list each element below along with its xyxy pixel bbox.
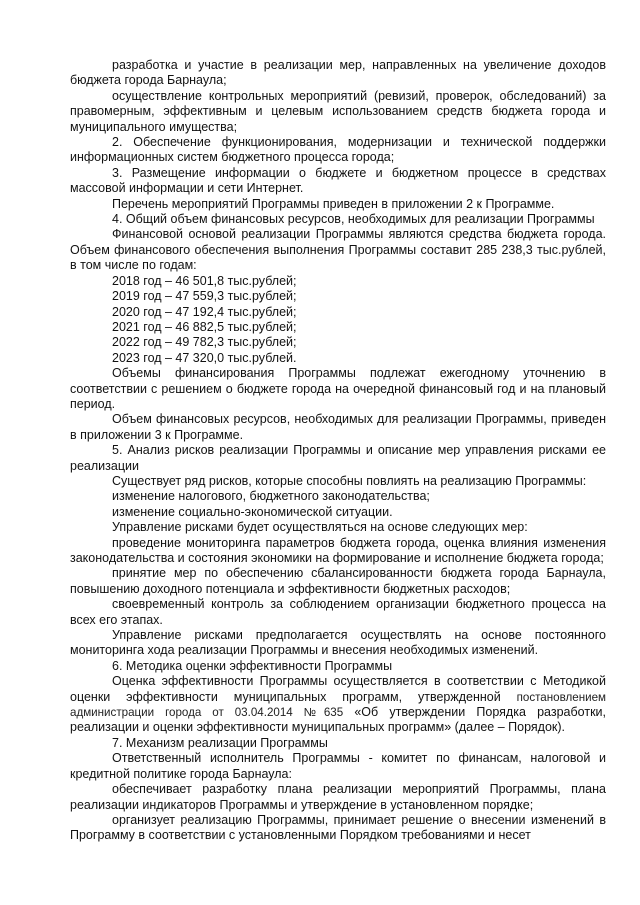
decree-reference: постановлением администрации города от 03.04.2014 №635 bbox=[70, 690, 606, 720]
year-funding-line: 2018 год – 46 501,8 тыс.рублей; bbox=[112, 273, 297, 288]
paragraph: Объемы финансирования Программы подлежат ежегодному уточнению в соответствии с решением о бюджете города на очередной финансовый год и на плановый период. bbox=[70, 366, 606, 411]
paragraph: Перечень мероприятий Программы приведен в приложении 2 к Программе. bbox=[112, 196, 555, 211]
paragraph: принятие мер по обеспечению сбалансированности бюджета города Барнаула, повышению доходного потенциала и эффективности бюджетных расходов; bbox=[70, 566, 606, 596]
section-heading: 6. Методика оценки эффективности Программы bbox=[112, 658, 393, 673]
method-text-part1: Оценка эффективности Программы осуществляется в соответствии с Методикой оценки эффективности муниципальных программ, утвержденной bbox=[70, 674, 606, 704]
paragraph: Управление рисками предполагается осуществлять на основе постоянного мониторинга хода реализации Программы и внесения необходимых изменений. bbox=[70, 628, 606, 658]
paragraph: проведение мониторинга параметров бюджета города, оценка влияния изменения законодательства и состояния экономики на формирование и исполнение бюджета города; bbox=[70, 535, 606, 565]
paragraph: Управление рисками будет осуществляться на основе следующих мер: bbox=[112, 520, 528, 535]
paragraph: Объем финансовых ресурсов, необходимых для реализации Программы, приведен в приложении 3 к Программе. bbox=[70, 412, 606, 442]
paragraph: Существует ряд рисков, которые способны повлиять на реализацию Программы: bbox=[112, 473, 587, 488]
year-funding-line: 2019 год – 47 559,3 тыс.рублей; bbox=[112, 289, 297, 304]
year-funding-line: 2023 год – 47 320,0 тыс.рублей. bbox=[112, 350, 297, 365]
year-funding-line: 2021 год – 46 882,5 тыс.рублей; bbox=[112, 319, 297, 334]
paragraph: организует реализацию Программы, принимает решение о внесении изменений в Программу в соответствии с установленными Порядком требованиями и несет bbox=[70, 812, 606, 843]
paragraph: изменение налогового, бюджетного законодательства; bbox=[112, 489, 430, 504]
section-heading: 4. Общий объем финансовых ресурсов, необходимых для реализации Программы bbox=[112, 212, 595, 227]
paragraph: Ответственный исполнитель Программы - комитет по финансам, налоговой и кредитной политике города Барнаула: bbox=[70, 751, 606, 781]
paragraph: изменение социально-экономической ситуации. bbox=[112, 504, 393, 519]
paragraph: Финансовой основой реализации Программы являются средства бюджета города. Объем финансового обеспечения выполнения Программы составит 285 238,3 тыс.рублей, в том числе по годам: bbox=[70, 227, 606, 273]
section-heading: 7. Механизм реализации Программы bbox=[112, 735, 328, 750]
paragraph: 2. Обеспечение функционирования, модернизации и технической поддержки информационных систем бюджетного процесса города; bbox=[70, 135, 606, 165]
paragraph: 3. Размещение информации о бюджете и бюджетном процессе в средствах массовой информации и сети Интернет. bbox=[70, 165, 606, 196]
year-funding-line: 2022 год – 49 782,3 тыс.рублей; bbox=[112, 335, 297, 350]
year-funding-line: 2020 год – 47 192,4 тыс.рублей; bbox=[112, 304, 297, 319]
paragraph: своевременный контроль за соблюдением организации бюджетного процесса на всех его этапах. bbox=[70, 597, 606, 627]
method-text-part3: «Об утверждении Порядка разработки, реализации и оценки эффективности муниципальных программ» (далее – Порядок). bbox=[70, 705, 606, 735]
paragraph: обеспечивает разработку плана реализации мероприятий Программы, плана реализации индикаторов Программы и утверждение в установленном порядке; bbox=[70, 782, 606, 812]
section-heading: 5. Анализ рисков реализации Программы и описание мер управления рисками ее реализации bbox=[70, 443, 606, 473]
paragraph: осуществление контрольных мероприятий (ревизий, проверок, обследований) за правомерным, эффективным и целевым использованием средств бюджета города и муниципального имущества; bbox=[70, 88, 606, 134]
paragraph: разработка и участие в реализации мер, направленных на увеличение доходов бюджета города Барнаула; bbox=[70, 58, 606, 88]
method-paragraph bbox=[70, 674, 606, 736]
